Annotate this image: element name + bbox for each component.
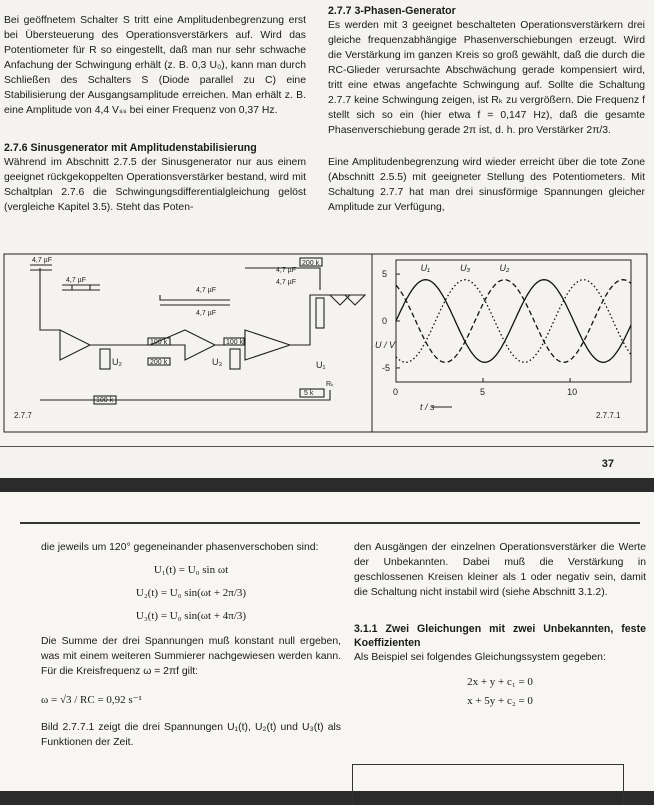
cap-label-2: 4,7 µF	[66, 277, 86, 284]
cap-label-4: 4,7 µF	[196, 310, 216, 317]
diodes	[330, 295, 365, 305]
bottom-left-column	[41, 540, 341, 750]
series-label: U₃	[460, 263, 471, 273]
plot-frame	[396, 260, 631, 382]
bottom-page	[0, 492, 654, 791]
rk-label: Rₖ	[326, 381, 335, 388]
opamp-3	[245, 330, 290, 360]
series-label: U₁	[420, 263, 430, 273]
section-2-7-7-text: Es werden mit 3 geeignet beschalteten Operationsverstärkern drei gleiche frequenzabhängige Phasenverschiebungen erzeugt. Wird die Verstärkung im ganzen Kreis so groß gewählt, daß die durch die RC-Glieder verursachte Abschwächung gerade kompensiert wird, tritt eine etwas angefachte Schwingung auf. Sollte die Schaltung 2.7.7 keine Schwingung zeigen, ist Rₖ zu vergrößern. Die Frequenz f stellt sich so ein (hier etwa f = 0,147 Hz), daß die gesamte Phasenverschiebung gerade 2π ist, d. h. pro Verstärker 2π/3.	[328, 20, 645, 136]
series-line-1	[396, 280, 631, 363]
u1-label: U₁	[316, 360, 326, 370]
opamp-1	[60, 330, 90, 360]
y-tick-label: 5	[382, 269, 388, 280]
x-axis-label: t / s	[420, 402, 435, 412]
section-2-7-6-title: 2.7.6 Sinusgenerator mit Amplitudenstabilisierung	[4, 142, 257, 154]
figure-reference-text: Bild 2.7.7.1 zeigt die drei Spannungen U₁(t), U₂(t) und U₃(t) als Funktionen der Zeit.	[41, 722, 341, 748]
wire-left	[40, 268, 60, 330]
page-number: 37	[601, 458, 614, 470]
intro-text: die jeweils um 120° gegeneinander phasenverschoben sind:	[41, 542, 319, 553]
r-5k-label: 5 k	[304, 390, 314, 397]
outputs-text: den Ausgängen der einzelnen Operationsverstärker die Werte der Unbekannten. Dabei muß die Verstärkung in geschlossenen Kreisen kleiner als 1 oder negativ sein, damit die Schaltung nicht instabil wird (siehe Abschnitt 3.1.2).	[354, 542, 646, 598]
system-equation-1: 2x + y + c₁ = 0	[467, 676, 533, 688]
potentiometer	[316, 298, 324, 328]
equation-u1: U₁(t) = U₀ sin ωt	[153, 564, 229, 576]
series-line-2	[396, 280, 631, 363]
equation-u2: U₂(t) = U₀ sin(ωt + 2π/3)	[135, 587, 247, 599]
right-column	[328, 4, 645, 215]
cap-1	[30, 265, 52, 270]
wire-out	[290, 295, 365, 345]
r-200k-v3	[230, 349, 240, 369]
y-tick-label: 0	[382, 316, 388, 326]
section-2-7-7-text-2: Eine Amplitudenbegrenzung wird wieder erreicht über die tote Zone (Abschnitt 2.5.5) mit geeigneter Stellung des Potentiometers. Mit Schaltung 2.7.7 hat man drei sinusförmige Spannungen gleicher Amplitude zur Verfügung,	[328, 157, 645, 213]
cap-2	[62, 285, 100, 290]
r-100k-b-label: 100 k	[226, 339, 244, 346]
cap-label-6: 4,7 µF	[276, 279, 296, 286]
u3-label: U₃	[212, 357, 223, 367]
equation-u3: U₃(t) = U₀ sin(ωt + 4π/3)	[135, 610, 247, 622]
cap-3	[160, 295, 230, 305]
r-100k-a-label: 100 k	[150, 339, 168, 346]
sum-text: Die Summe der drei Spannungen muß konstant null ergeben, was mit einem weiteren Summierer nachgewiesen werden kann. Für die Kreisfrequenz ω = 2πf gilt:	[41, 636, 341, 677]
figure-frame	[4, 254, 647, 432]
cap-label-3: 4,7 µF	[196, 287, 216, 294]
x-tick-label: 5	[480, 387, 486, 397]
section-2-7-7-title: 2.7.7 3-Phasen-Generator	[328, 5, 456, 17]
page-rule	[0, 446, 654, 447]
x-tick-label: 10	[567, 387, 578, 397]
left-column	[4, 13, 306, 215]
section-3-1-1-text: Als Beispiel sei folgendes Gleichungssystem gegeben:	[354, 652, 606, 663]
figure-area	[0, 240, 654, 436]
r-200k-a-label: 200 k	[150, 359, 168, 366]
cap-2-plates	[72, 285, 90, 290]
r-100k-fb-label: 100 k	[96, 397, 114, 404]
three-phase-chart	[375, 260, 631, 420]
r-200k-v1	[100, 349, 110, 369]
r-200k-top-label: 200 k	[302, 260, 320, 267]
cap-label-1: 4,7 µF	[32, 257, 52, 264]
y-axis-label: U / V	[375, 340, 396, 350]
cap-label-5: 4,7 µF	[276, 267, 296, 274]
circuit-figure-label: 2.7.7	[14, 411, 32, 420]
system-equation-2: x + 5y + c₂ = 0	[467, 695, 533, 707]
chart-figure-label: 2.7.7.1	[596, 411, 621, 420]
series-label: U₂	[499, 263, 510, 273]
y-tick-label: -5	[382, 362, 391, 373]
omega-equation: ω = √3 / RC = 0,92 s⁻¹	[41, 694, 142, 706]
wire-feedback	[40, 390, 330, 400]
header-rule	[20, 522, 640, 524]
next-circuit-partial	[352, 764, 624, 805]
bottom-right-column	[354, 540, 646, 713]
paragraph-switch-s: Bei geöffnetem Schalter S tritt eine Amplitudenbegrenzung erst bei Übersteuerung des Operationsverstärkers auf. Wird das Potentiometer für R so eingestellt, daß man nur sehr schwache Anfachung der Schwingung erhält (z. B. 0,3 U₀), kann man durch Schließen des Schalters S (Diode parallel zu C) eine Stabilisierung der Ausgangsamplitude erreichen. Man erhält z. B. eine Amplitude von 4,4 Vₛₛ bei einer Frequenz von 0,37 Hz.	[4, 15, 306, 116]
section-2-7-6-text: Während im Abschnitt 2.7.5 der Sinusgenerator nur aus einem geeignet rückgekoppelten Operationsverstärker bestand, wird mit Schaltplan 2.7.6 die Schwingungsdifferentialgleichung gelöst (vergleiche Kapitel 3.5). Steht das Poten-	[4, 157, 306, 213]
x-tick-label: 0	[393, 387, 399, 397]
u2-label: U₂	[112, 357, 122, 367]
series-line-3	[396, 280, 631, 363]
section-3-1-1-title: 3.1.1 Zwei Gleichungen mit zwei Unbekannten, feste Koeffizienten	[354, 623, 646, 649]
